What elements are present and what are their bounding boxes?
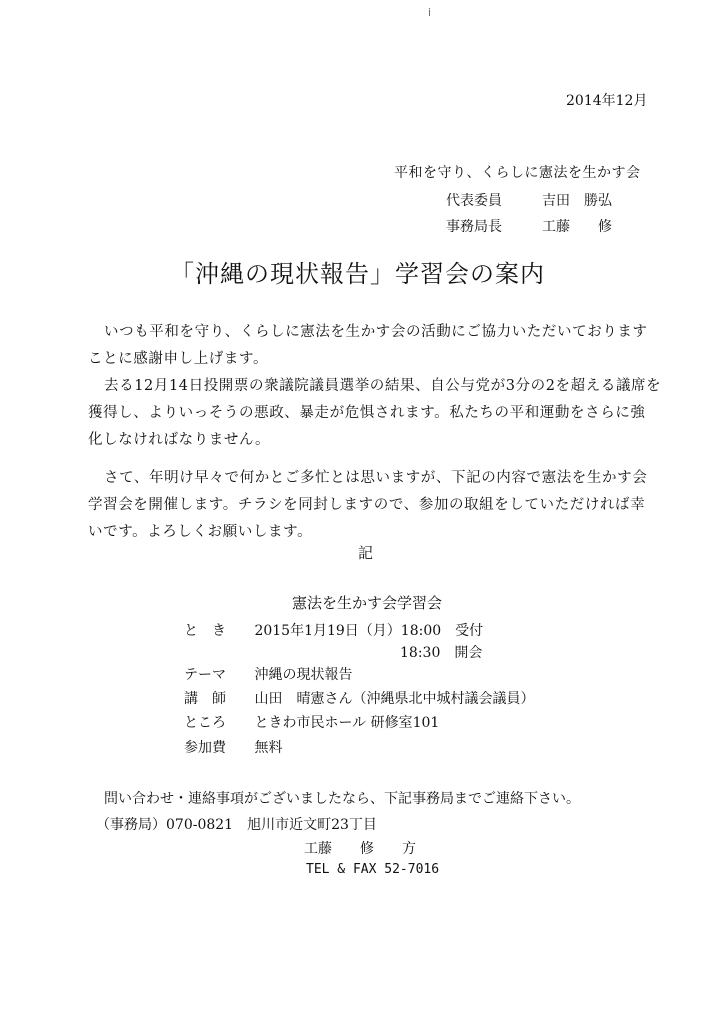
scan-mark: i <box>428 6 432 19</box>
when-value-2: 18:30 開会 <box>400 645 483 661</box>
when-label: と き <box>184 623 226 639</box>
event-theme-row <box>184 664 352 684</box>
sender-representative <box>446 190 612 210</box>
document-title: 「沖縄の現状報告」学習会の案内 <box>170 260 545 288</box>
contact-office: （事務局）070-0821 旭川市近文町23丁目 <box>96 817 377 833</box>
document-date: 2014年12月 <box>566 93 648 109</box>
body-line: いです。よろしくお願いします。 <box>88 524 313 540</box>
speaker-label: 講 師 <box>184 691 226 707</box>
event-when-row-2 <box>400 642 482 662</box>
fee-label: 参加費 <box>184 740 226 756</box>
body-line: 去る12月14日投開票の衆議院議員選挙の結果、自公与党が3分の2を超える議席を <box>104 378 662 394</box>
event-fee-row <box>184 737 282 757</box>
contact-name: 工藤 修 方 <box>304 841 416 857</box>
fee-value: 無料 <box>254 740 283 756</box>
when-value: 2015年1月19日（月）18:00 受付 <box>254 623 484 639</box>
body-line: いつも平和を守り、くらしに憲法を生かす会の活動にご協力いただいております <box>104 324 648 340</box>
contact-tel-fax: TEL & FAX 52-7016 <box>306 862 440 877</box>
body-line: 学習会を開催します。チラシを同封しますので、参加の取組をしていただければ幸 <box>88 497 646 513</box>
body-line: さて、年明け早々で何かとご多忙とは思いますが、下記の内容で憲法を生かす会 <box>104 470 648 486</box>
event-when-row <box>184 620 483 640</box>
place-label: ところ <box>184 715 226 731</box>
sender-organization: 平和を守り、くらしに憲法を生かす会 <box>394 165 641 181</box>
ki-mark: 記 <box>358 544 374 562</box>
place-value: ときわ市民ホール 研修室101 <box>254 715 440 731</box>
sender-secretary <box>446 216 612 236</box>
event-speaker-row <box>184 688 534 708</box>
body-line: 化しなければなりません。 <box>88 432 271 448</box>
speaker-value: 山田 晴憲さん（沖縄県北中城村議会議員） <box>254 691 535 707</box>
contact-inquiry: 問い合わせ・連絡事項がございましたなら、下記事務局までご連絡下さい。 <box>104 791 580 807</box>
theme-label: テーマ <box>184 667 226 683</box>
representative-name: 吉田 勝弘 <box>542 193 612 209</box>
representative-title: 代表委員 <box>446 193 502 209</box>
theme-value: 沖縄の現状報告 <box>254 667 353 683</box>
body-line: 獲得し、よりいっそうの悪政、暴走が危惧されます。私たちの平和運動をさらに強 <box>88 405 646 421</box>
secretary-title: 事務局長 <box>446 219 502 235</box>
body-line: ことに感謝申し上げます。 <box>88 351 269 367</box>
event-title: 憲法を生かす会学習会 <box>292 594 443 612</box>
event-place-row <box>184 712 439 732</box>
secretary-name: 工藤 修 <box>542 219 612 235</box>
